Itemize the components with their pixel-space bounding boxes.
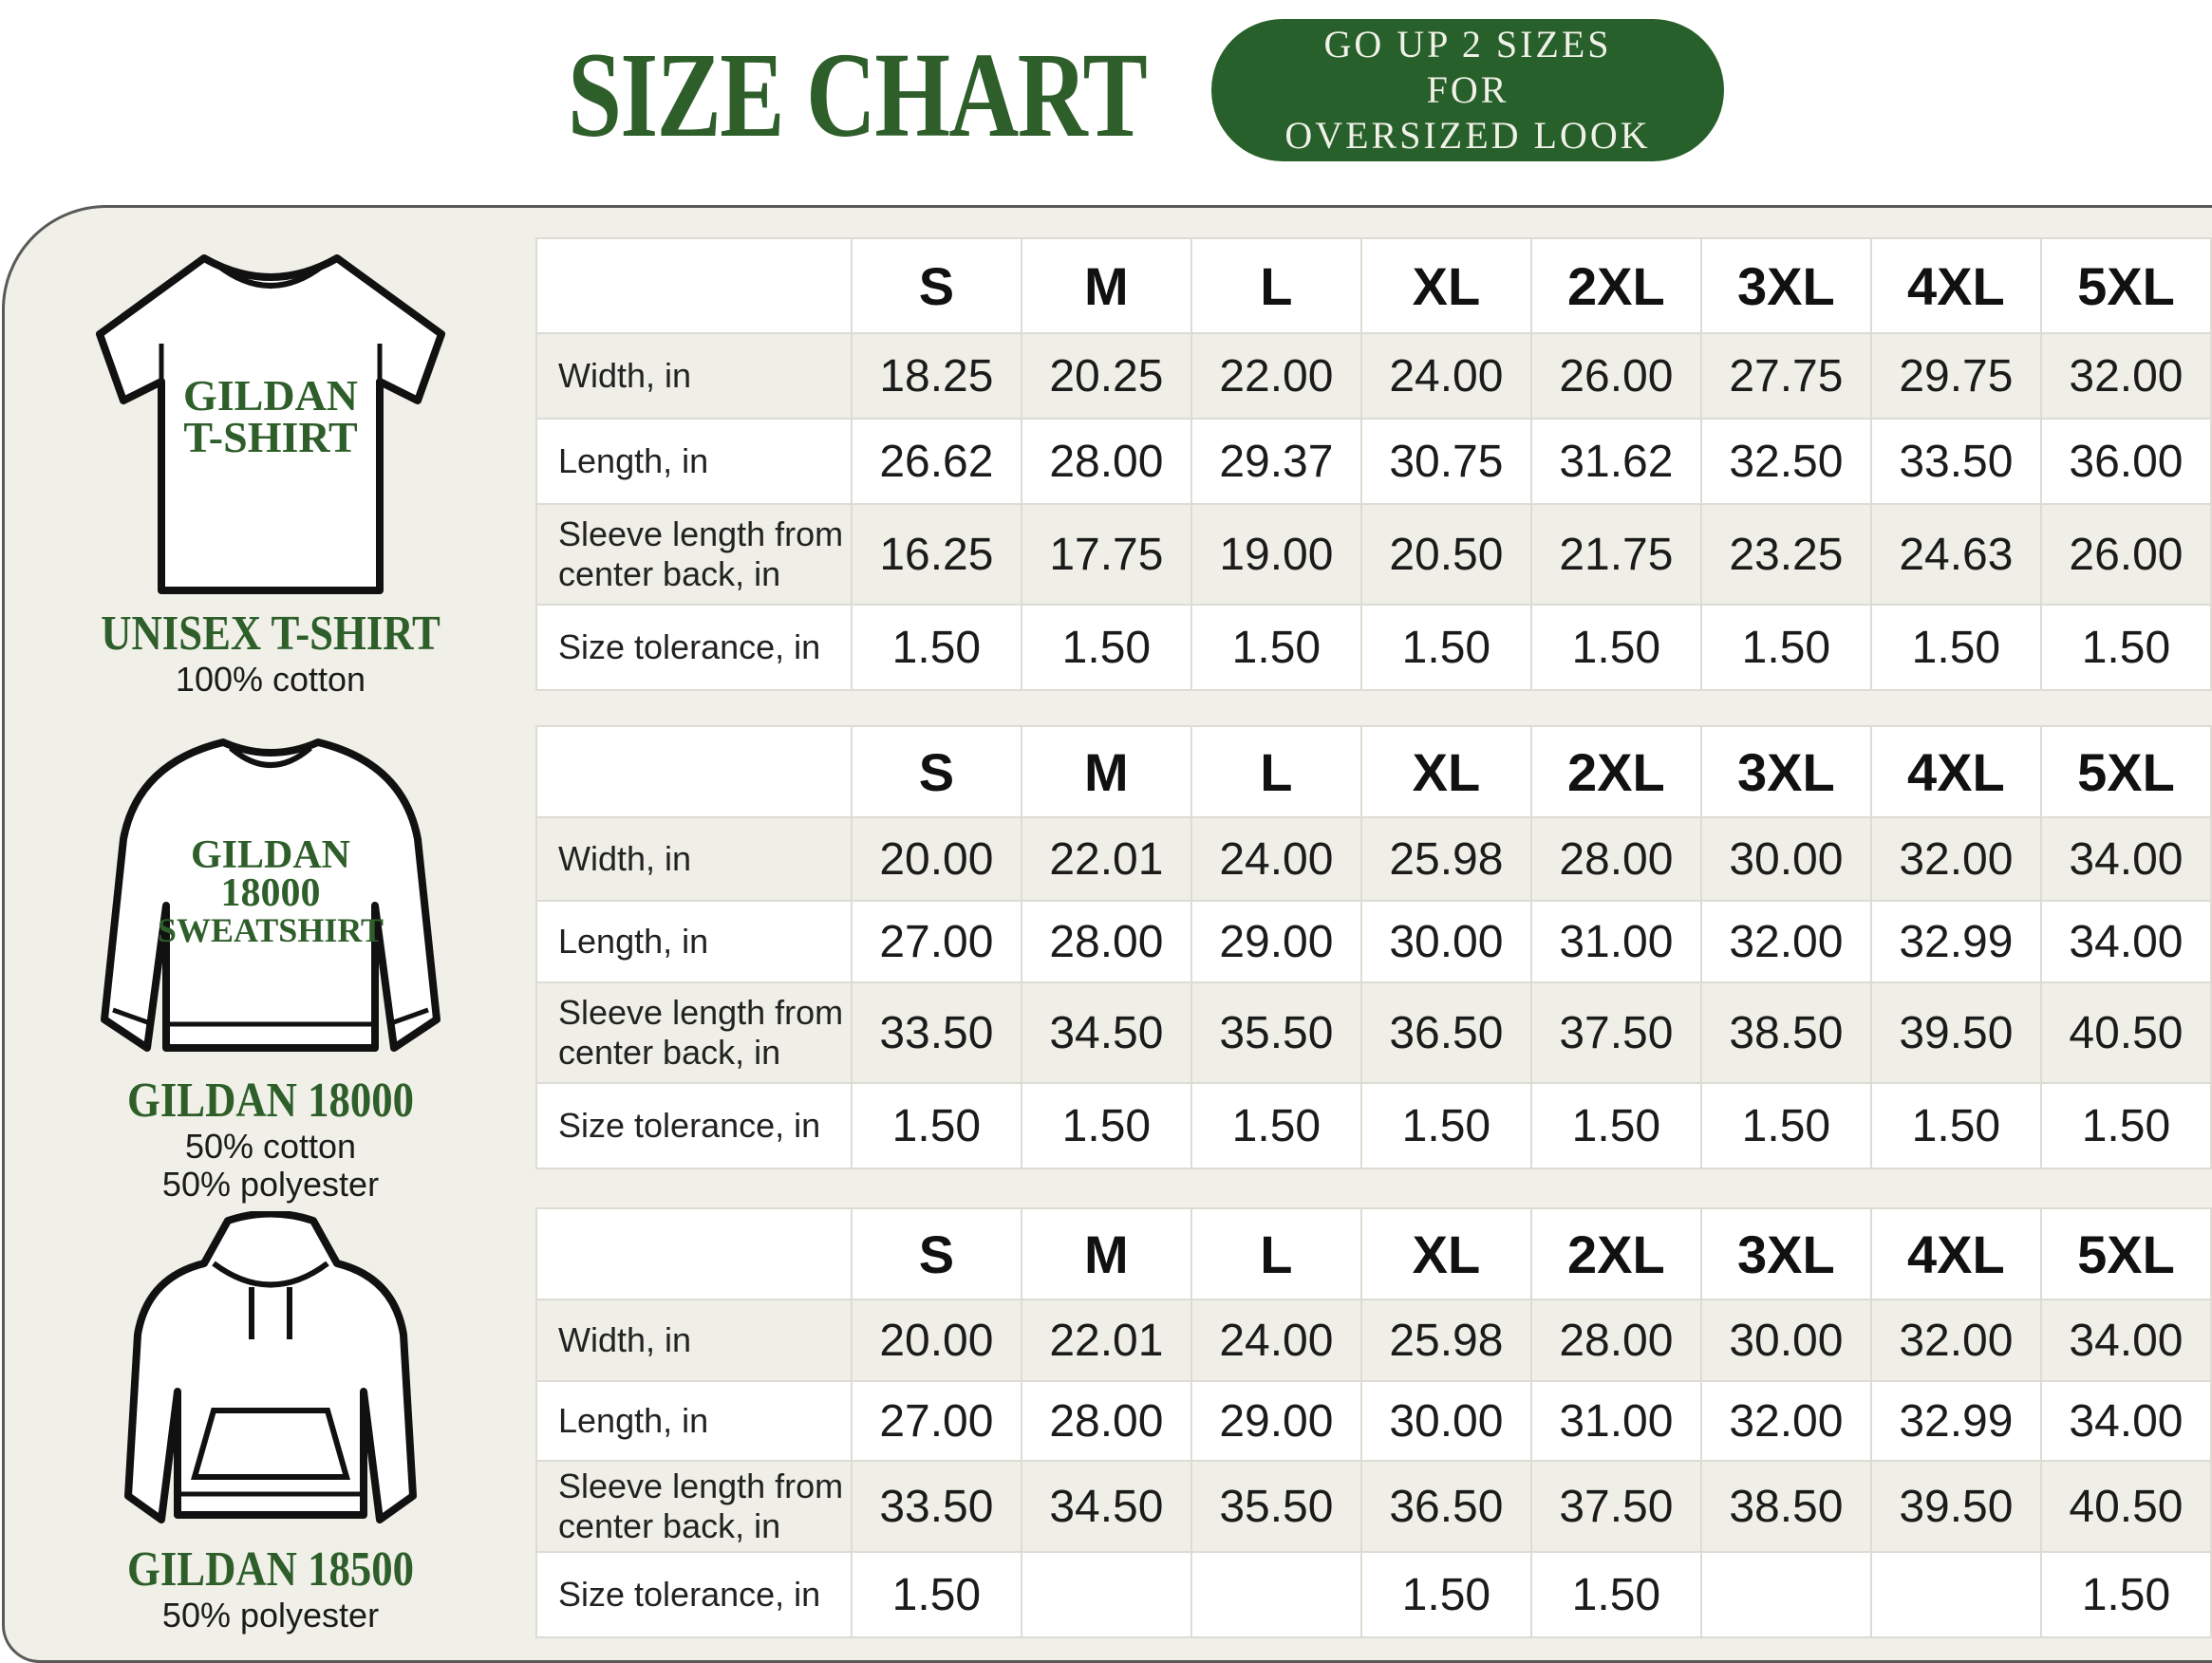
tip-line-2: OVERSIZED LOOK xyxy=(1284,114,1651,157)
table-cell: 32.50 xyxy=(1701,419,1871,504)
table-row xyxy=(536,1552,2211,1637)
sweatshirt-label-line-2: 18000 xyxy=(220,871,321,915)
table-cell: 1.50 xyxy=(1022,1083,1191,1168)
tshirt-label-line-2: T-SHIRT xyxy=(183,413,358,461)
size-table-sweatshirt xyxy=(535,725,2212,1169)
size-header: 5XL xyxy=(2041,726,2211,817)
table-row xyxy=(536,1083,2211,1168)
size-header: 4XL xyxy=(1871,1208,2041,1299)
table-cell: 38.50 xyxy=(1701,1461,1871,1552)
table-cell: 32.00 xyxy=(1871,817,2041,901)
table-cell: 26.00 xyxy=(2041,504,2211,605)
table-header-row xyxy=(536,238,2211,333)
table-cell: 32.99 xyxy=(1871,901,2041,982)
product-fabric: 100% cotton xyxy=(175,660,366,699)
table-cell: 34.50 xyxy=(1022,1461,1191,1552)
table-row xyxy=(536,333,2211,419)
size-header: 2XL xyxy=(1531,238,1701,333)
table-cell: 23.25 xyxy=(1701,504,1871,605)
size-header: S xyxy=(852,726,1022,817)
hoodie-icon xyxy=(119,1211,422,1534)
product-fabric-1: 50% cotton xyxy=(184,1127,357,1166)
table-cell: 22.00 xyxy=(1191,333,1361,419)
table-cell: 34.00 xyxy=(2041,817,2211,901)
size-header: S xyxy=(852,1208,1022,1299)
table-cell: 1.50 xyxy=(2041,1083,2211,1168)
table-cell: 33.50 xyxy=(852,982,1022,1083)
table-cell: 35.50 xyxy=(1191,982,1361,1083)
table-cell: 29.75 xyxy=(1871,333,2041,419)
table-row xyxy=(536,1381,2211,1461)
table-cell: 28.00 xyxy=(1531,817,1701,901)
sweatshirt-icon xyxy=(90,735,451,1067)
table-cell: 29.37 xyxy=(1191,419,1361,504)
table-cell: 35.50 xyxy=(1191,1461,1361,1552)
table-cell: 32.00 xyxy=(2041,333,2211,419)
row-label: Length, in xyxy=(536,1381,852,1461)
table-corner-cell xyxy=(536,726,852,817)
oversized-tip-text xyxy=(1278,22,1658,159)
size-header: 3XL xyxy=(1701,1208,1871,1299)
table-cell: 1.50 xyxy=(1531,605,1701,690)
table-cell: 31.00 xyxy=(1531,1381,1701,1461)
table-cell: 26.00 xyxy=(1531,333,1701,419)
table-cell: 30.00 xyxy=(1361,1381,1531,1461)
table-cell: 40.50 xyxy=(2041,1461,2211,1552)
table-cell: 1.50 xyxy=(852,605,1022,690)
sweatshirt-label-line-3: SWEATSHIRT xyxy=(157,911,384,949)
table-cell: 20.50 xyxy=(1361,504,1531,605)
table-cell: 36.50 xyxy=(1361,1461,1531,1552)
size-header: 3XL xyxy=(1701,238,1871,333)
table-cell: 25.98 xyxy=(1361,1299,1531,1381)
product-sweatshirt xyxy=(57,735,484,1204)
table-cell: 27.00 xyxy=(852,901,1022,982)
table-cell: 1.50 xyxy=(1871,605,2041,690)
table-cell: 1.50 xyxy=(1191,1083,1361,1168)
table-cell: 1.50 xyxy=(1871,1083,2041,1168)
size-header: 3XL xyxy=(1701,726,1871,817)
product-name: GILDAN 18500 xyxy=(127,1542,414,1597)
table-cell: 39.50 xyxy=(1871,982,2041,1083)
table-row xyxy=(536,817,2211,901)
size-header: 5XL xyxy=(2041,238,2211,333)
table-cell: 24.00 xyxy=(1191,817,1361,901)
table-cell xyxy=(1701,1552,1871,1637)
table-cell: 28.00 xyxy=(1022,901,1191,982)
size-header: L xyxy=(1191,726,1361,817)
table-cell: 1.50 xyxy=(1361,605,1531,690)
table-cell: 28.00 xyxy=(1022,419,1191,504)
product-hoodie xyxy=(57,1211,484,1635)
table-cell: 32.00 xyxy=(1871,1299,2041,1381)
product-name: UNISEX T-SHIRT xyxy=(101,607,441,661)
size-header: L xyxy=(1191,1208,1361,1299)
table-cell: 30.75 xyxy=(1361,419,1531,504)
table-cell: 1.50 xyxy=(1531,1552,1701,1637)
table-cell: 32.00 xyxy=(1701,1381,1871,1461)
table-header-row xyxy=(536,1208,2211,1299)
row-label: Length, in xyxy=(536,901,852,982)
table-cell: 20.00 xyxy=(852,817,1022,901)
tshirt-label-line-1: GILDAN xyxy=(182,371,359,420)
table-cell: 29.00 xyxy=(1191,901,1361,982)
table-cell: 1.50 xyxy=(1361,1083,1531,1168)
header xyxy=(0,0,2212,190)
table-cell: 1.50 xyxy=(852,1552,1022,1637)
size-header: M xyxy=(1022,726,1191,817)
table-cell: 17.75 xyxy=(1022,504,1191,605)
table-cell: 1.50 xyxy=(852,1083,1022,1168)
table-cell: 1.50 xyxy=(1022,605,1191,690)
table-cell: 1.50 xyxy=(1701,1083,1871,1168)
table-cell: 24.00 xyxy=(1361,333,1531,419)
product-name: GILDAN 18000 xyxy=(127,1074,414,1128)
table-row xyxy=(536,901,2211,982)
table-cell: 16.25 xyxy=(852,504,1022,605)
table-cell: 1.50 xyxy=(2041,1552,2211,1637)
size-table-tshirt xyxy=(535,237,2212,691)
table-cell: 32.00 xyxy=(1701,901,1871,982)
table-cell: 30.00 xyxy=(1701,817,1871,901)
size-header: 2XL xyxy=(1531,1208,1701,1299)
table-cell: 34.50 xyxy=(1022,982,1191,1083)
table-cell: 1.50 xyxy=(1701,605,1871,690)
table-cell: 36.00 xyxy=(2041,419,2211,504)
table-cell: 37.50 xyxy=(1531,982,1701,1083)
table-cell: 36.50 xyxy=(1361,982,1531,1083)
row-label: Sleeve length from center back, in xyxy=(536,504,852,605)
table-cell: 18.25 xyxy=(852,333,1022,419)
table-cell: 32.99 xyxy=(1871,1381,2041,1461)
table-cell: 31.00 xyxy=(1531,901,1701,982)
table-cell: 19.00 xyxy=(1191,504,1361,605)
table-row xyxy=(536,605,2211,690)
table-corner-cell xyxy=(536,1208,852,1299)
table-cell: 20.00 xyxy=(852,1299,1022,1381)
size-header: 4XL xyxy=(1871,238,2041,333)
row-label: Sleeve length from center back, in xyxy=(536,1461,852,1552)
table-cell: 31.62 xyxy=(1531,419,1701,504)
row-label: Size tolerance, in xyxy=(536,1552,852,1637)
table-cell: 28.00 xyxy=(1531,1299,1701,1381)
size-header: 2XL xyxy=(1531,726,1701,817)
table-cell: 1.50 xyxy=(1191,605,1361,690)
table-cell: 30.00 xyxy=(1701,1299,1871,1381)
size-header: XL xyxy=(1361,238,1531,333)
size-header: XL xyxy=(1361,726,1531,817)
table-cell: 28.00 xyxy=(1022,1381,1191,1461)
size-header: S xyxy=(852,238,1022,333)
product-fabric-2: 50% polyester xyxy=(161,1165,380,1204)
product-tshirt xyxy=(57,249,484,699)
table-row xyxy=(536,1461,2211,1552)
table-cell: 39.50 xyxy=(1871,1461,2041,1552)
page-title: SIZE CHART xyxy=(568,28,1147,162)
table-cell: 22.01 xyxy=(1022,1299,1191,1381)
table-cell: 27.75 xyxy=(1701,333,1871,419)
row-label: Size tolerance, in xyxy=(536,605,852,690)
table-cell xyxy=(1871,1552,2041,1637)
table-cell: 30.00 xyxy=(1361,901,1531,982)
row-label: Sleeve length from center back, in xyxy=(536,982,852,1083)
table-row xyxy=(536,419,2211,504)
table-cell: 29.00 xyxy=(1191,1381,1361,1461)
table-row xyxy=(536,982,2211,1083)
table-header-row xyxy=(536,726,2211,817)
size-header: 4XL xyxy=(1871,726,2041,817)
row-label: Length, in xyxy=(536,419,852,504)
size-header: 5XL xyxy=(2041,1208,2211,1299)
table-cell: 1.50 xyxy=(1531,1083,1701,1168)
row-label: Size tolerance, in xyxy=(536,1083,852,1168)
table-cell: 33.50 xyxy=(1871,419,2041,504)
table-cell: 33.50 xyxy=(852,1461,1022,1552)
table-cell: 24.63 xyxy=(1871,504,2041,605)
table-cell: 22.01 xyxy=(1022,817,1191,901)
table-cell: 1.50 xyxy=(2041,605,2211,690)
table-cell xyxy=(1022,1552,1191,1637)
table-cell: 40.50 xyxy=(2041,982,2211,1083)
table-cell: 27.00 xyxy=(852,1381,1022,1461)
row-label: Width, in xyxy=(536,333,852,419)
size-table-hoodie xyxy=(535,1207,2212,1638)
row-label: Width, in xyxy=(536,1299,852,1381)
table-cell: 25.98 xyxy=(1361,817,1531,901)
size-header: L xyxy=(1191,238,1361,333)
table-cell: 20.25 xyxy=(1022,333,1191,419)
tshirt-icon xyxy=(90,249,451,600)
table-cell: 26.62 xyxy=(852,419,1022,504)
table-cell: 1.50 xyxy=(1361,1552,1531,1637)
table-cell: 38.50 xyxy=(1701,982,1871,1083)
size-header: M xyxy=(1022,1208,1191,1299)
size-header: XL xyxy=(1361,1208,1531,1299)
table-cell: 34.00 xyxy=(2041,901,2211,982)
table-cell: 34.00 xyxy=(2041,1299,2211,1381)
size-header: M xyxy=(1022,238,1191,333)
table-corner-cell xyxy=(536,238,852,333)
table-row xyxy=(536,504,2211,605)
table-cell: 37.50 xyxy=(1531,1461,1701,1552)
oversized-tip-badge xyxy=(1211,19,1724,161)
table-cell xyxy=(1191,1552,1361,1637)
sweatshirt-label-line-1: GILDAN xyxy=(190,833,351,877)
row-label: Width, in xyxy=(536,817,852,901)
product-fabric: 50% polyester xyxy=(161,1596,380,1635)
tip-line-1: GO UP 2 SIZES FOR xyxy=(1323,23,1612,111)
table-cell: 24.00 xyxy=(1191,1299,1361,1381)
table-row xyxy=(536,1299,2211,1381)
table-cell: 34.00 xyxy=(2041,1381,2211,1461)
table-cell: 21.75 xyxy=(1531,504,1701,605)
